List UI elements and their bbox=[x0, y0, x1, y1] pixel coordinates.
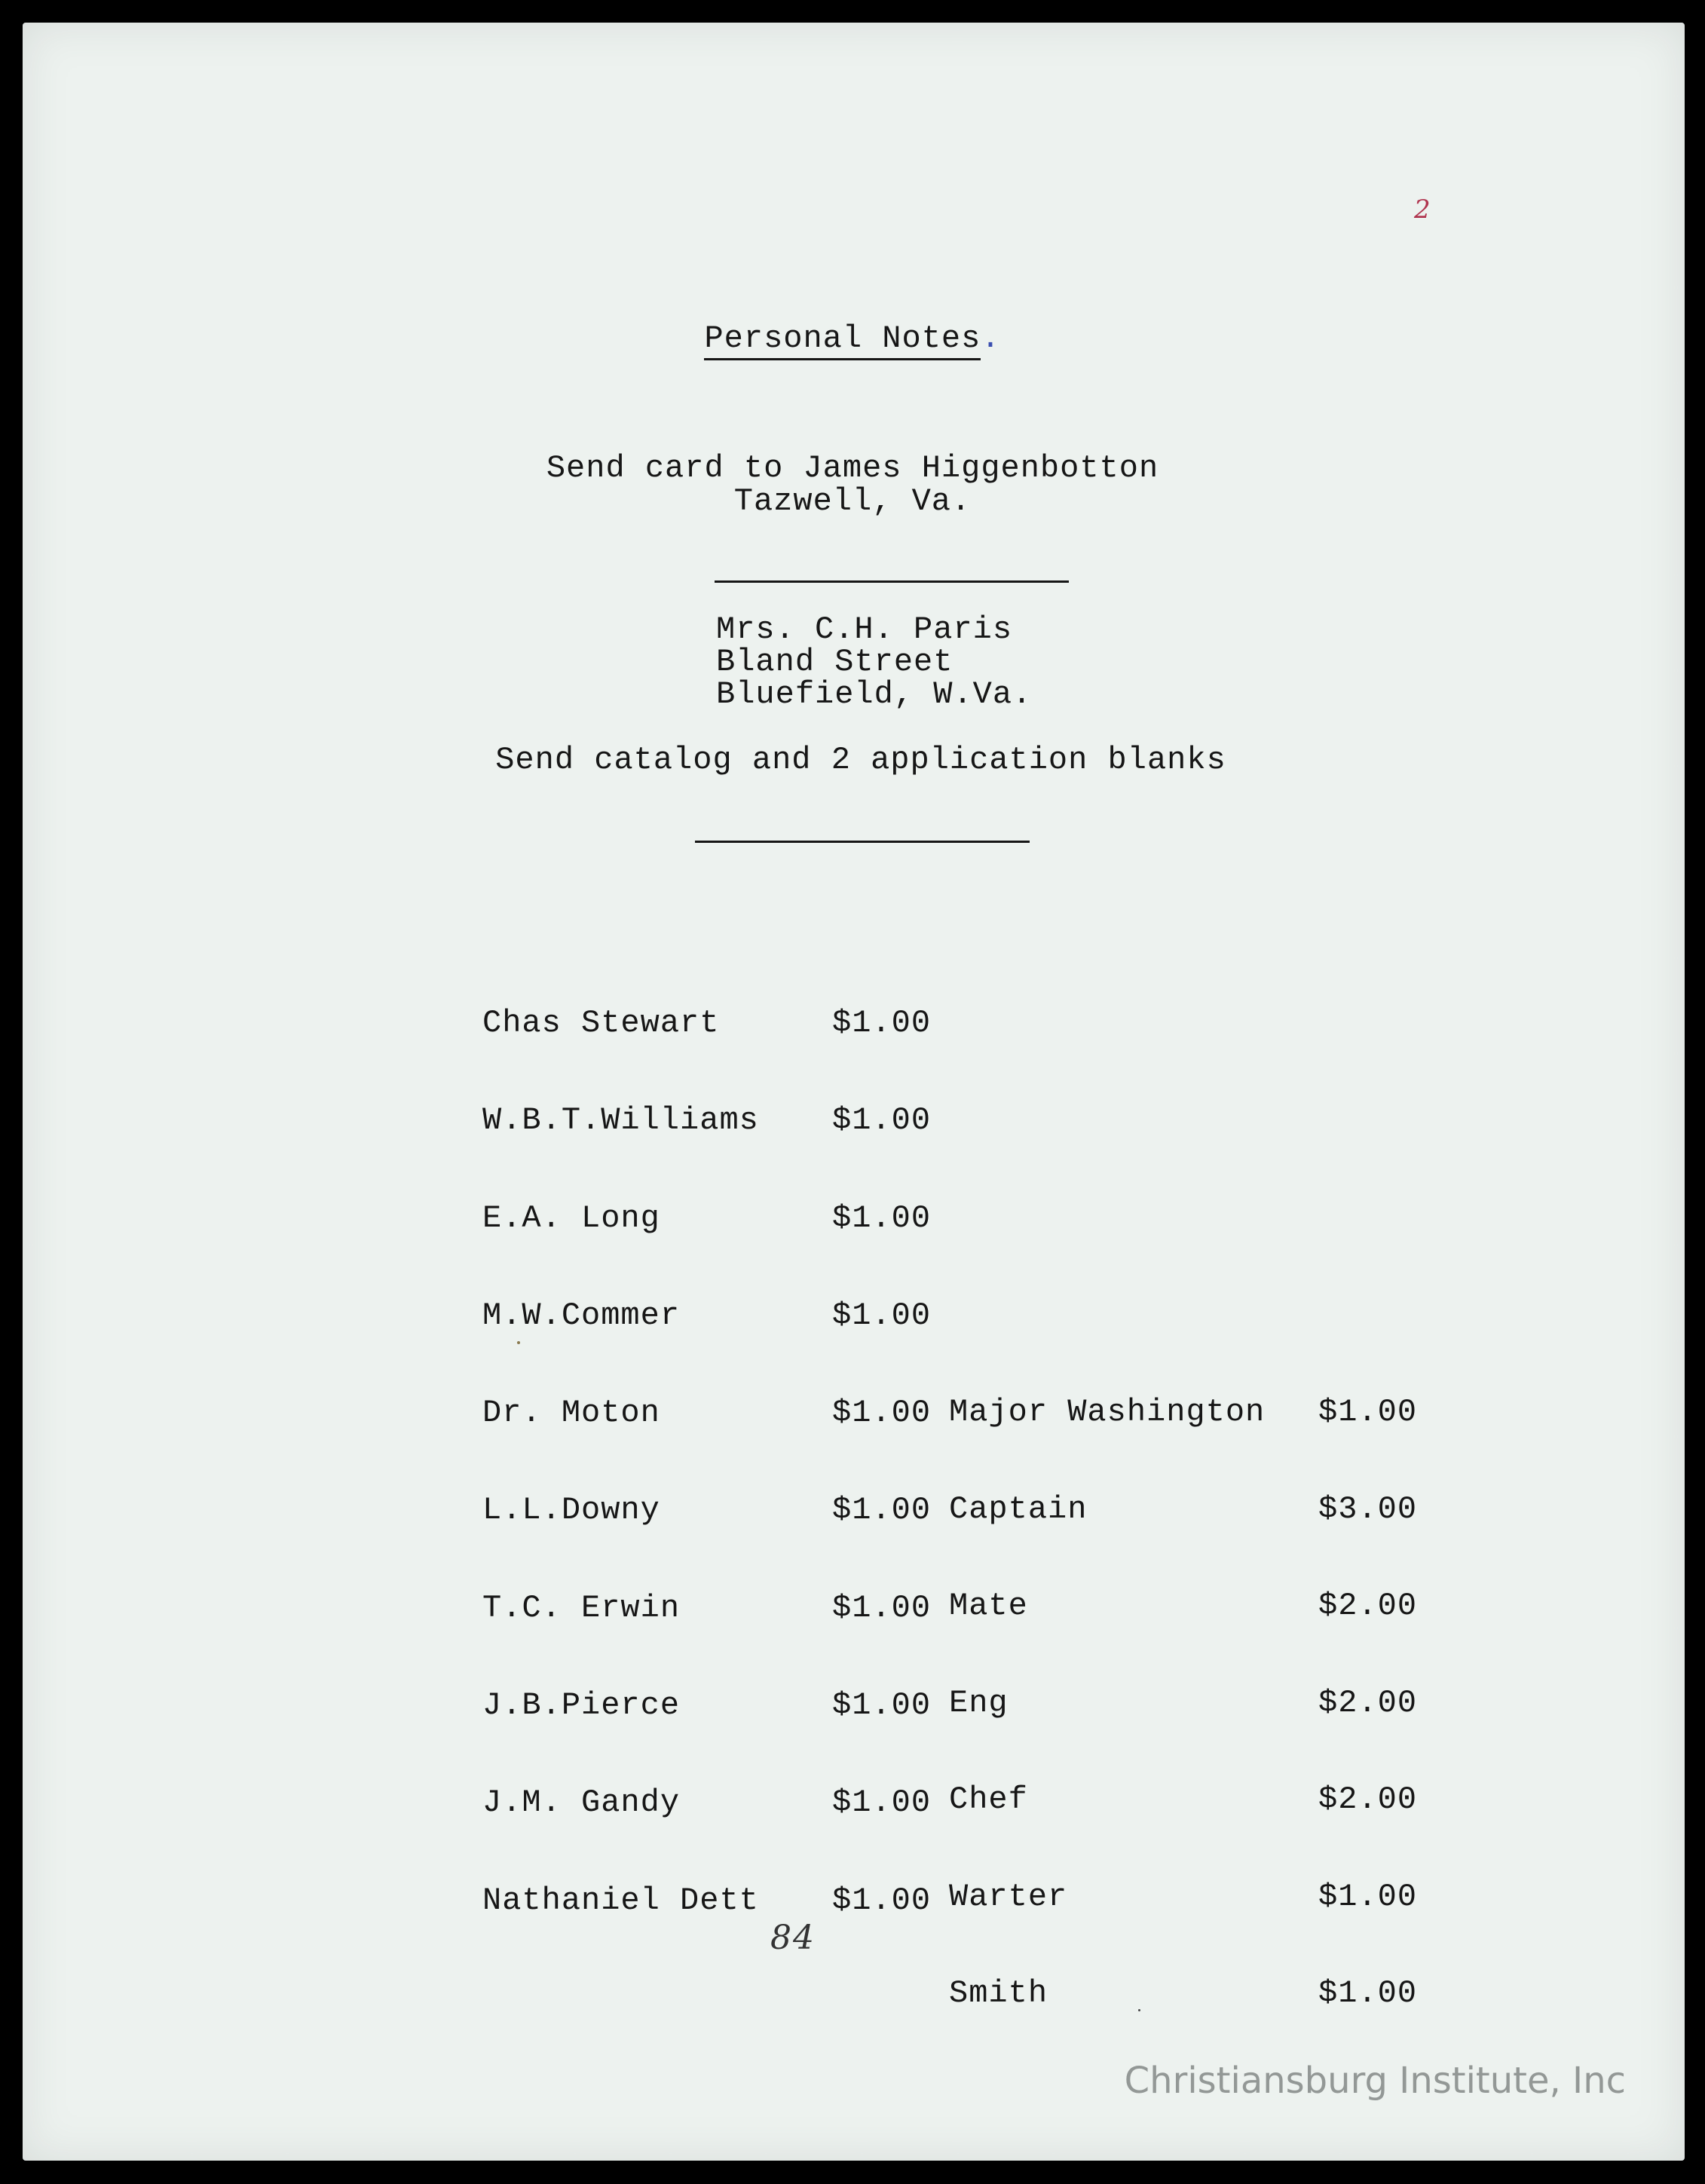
list-item bbox=[482, 1882, 950, 1919]
list-item bbox=[482, 1199, 950, 1236]
donation-amount: $1.00 bbox=[1318, 1878, 1418, 1915]
role-name: Chef bbox=[949, 1781, 1028, 1818]
donation-amount: $1.00 bbox=[832, 1687, 932, 1724]
divider-rule-2 bbox=[695, 841, 1030, 843]
catalog-instruction: Send catalog and 2 application blanks bbox=[495, 742, 1226, 778]
list-item bbox=[482, 1297, 950, 1334]
donor-name: J.B.Pierce bbox=[482, 1687, 681, 1724]
paper-speck bbox=[517, 1341, 520, 1344]
donation-amount: $3.00 bbox=[1318, 1490, 1418, 1527]
address-city: Bluefield, W.Va. bbox=[716, 676, 1033, 712]
list-item bbox=[949, 1878, 1431, 1915]
role-name: Warter bbox=[949, 1878, 1068, 1915]
donation-amount: $2.00 bbox=[1318, 1781, 1418, 1818]
donor-name: L.L.Downy bbox=[482, 1492, 660, 1529]
handwritten-page-number: 84 bbox=[770, 1919, 816, 1957]
donation-amount: $2.00 bbox=[1318, 1588, 1418, 1624]
donation-amount: $1.00 bbox=[1318, 1975, 1418, 2011]
donation-amount: $1.00 bbox=[832, 1882, 932, 1919]
list-item bbox=[482, 1689, 950, 1722]
list-item bbox=[949, 1396, 1431, 1429]
role-name: Mate bbox=[949, 1588, 1028, 1624]
role-name: Captain bbox=[949, 1490, 1088, 1527]
donation-list-2 bbox=[949, 1331, 1431, 2075]
donor-name: E.A. Long bbox=[482, 1199, 660, 1236]
donor-name: M.W.Commer bbox=[482, 1297, 681, 1334]
donation-amount: $1.00 bbox=[832, 1395, 932, 1432]
role-name: Eng bbox=[949, 1684, 1009, 1721]
donor-name: Nathaniel Dett bbox=[482, 1882, 759, 1919]
donation-amount: $1.00 bbox=[832, 1297, 932, 1334]
list-item bbox=[949, 1781, 1431, 1818]
donation-amount: $1.00 bbox=[832, 1589, 932, 1626]
donor-name: T.C. Erwin bbox=[482, 1589, 681, 1626]
list-item bbox=[949, 1590, 1431, 1622]
list-item bbox=[482, 1007, 950, 1040]
donor-name: Dr. Moton bbox=[482, 1395, 660, 1432]
list-item bbox=[482, 1395, 950, 1432]
paper-speck bbox=[1138, 2009, 1140, 2011]
donation-amount: $1.00 bbox=[832, 1005, 932, 1041]
note-send-card-line1: Send card to James Higgenbotton bbox=[546, 450, 1159, 486]
donor-name: W.B.T.Williams bbox=[482, 1102, 759, 1139]
address-name: Mrs. C.H. Paris bbox=[716, 611, 1013, 648]
list-item bbox=[482, 1494, 950, 1527]
address-street: Bland Street bbox=[716, 644, 954, 680]
note-send-card-line2: Tazwell, Va. bbox=[733, 483, 972, 519]
donation-amount: $1.00 bbox=[832, 1784, 932, 1821]
donation-amount: $1.00 bbox=[832, 1102, 932, 1139]
role-name: Major Washington bbox=[949, 1394, 1266, 1430]
handwritten-page-mark: 2 bbox=[1414, 195, 1431, 225]
donation-amount: $1.00 bbox=[832, 1199, 932, 1236]
list-item bbox=[949, 1684, 1431, 1721]
donor-name: Chas Stewart bbox=[482, 1005, 720, 1041]
list-item bbox=[482, 1104, 950, 1137]
title-period: . bbox=[981, 320, 1001, 357]
list-item bbox=[949, 1490, 1431, 1527]
title-block bbox=[0, 320, 1705, 357]
donation-amount: $1.00 bbox=[1318, 1394, 1418, 1430]
donation-amount: $1.00 bbox=[832, 1492, 932, 1529]
list-item bbox=[949, 1977, 1431, 2010]
donation-list-1 bbox=[482, 942, 950, 1982]
archive-watermark: Christiansburg Institute, Inc bbox=[1124, 2060, 1626, 2102]
role-name: Smith bbox=[949, 1975, 1048, 2011]
donor-name: J.M. Gandy bbox=[482, 1784, 681, 1821]
divider-rule-1 bbox=[715, 580, 1069, 583]
donation-amount: $2.00 bbox=[1318, 1684, 1418, 1721]
list-item bbox=[482, 1589, 950, 1626]
list-item bbox=[482, 1784, 950, 1821]
page-title: Personal Notes bbox=[704, 320, 981, 360]
